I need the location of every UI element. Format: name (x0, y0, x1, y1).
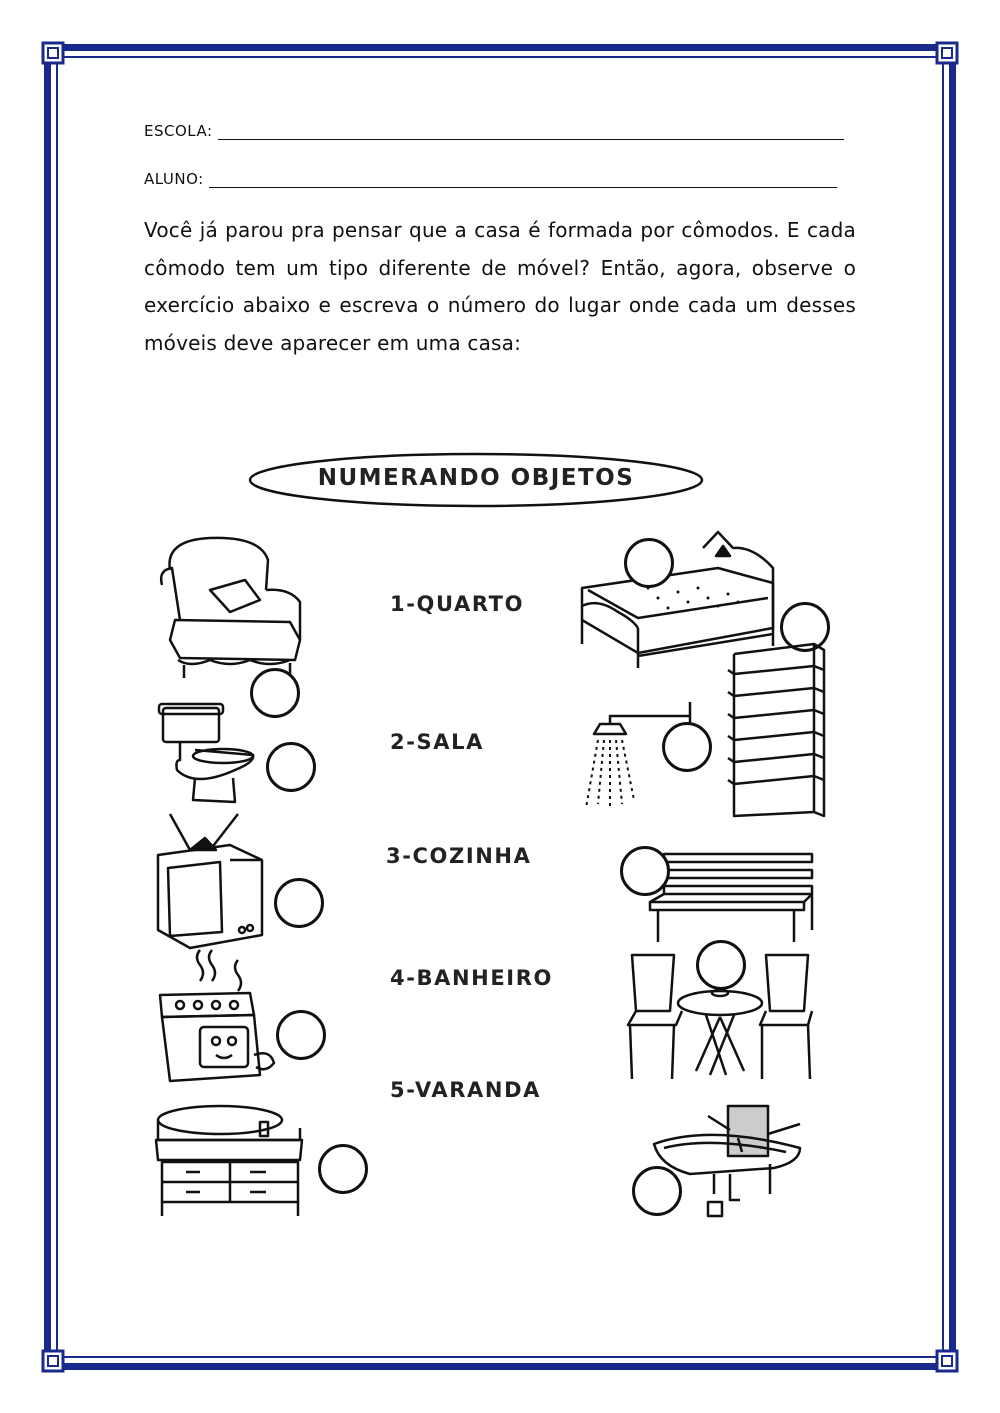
bench-icon (644, 850, 819, 945)
corner-ornament-icon (40, 40, 66, 66)
corner-ornament-icon (40, 1348, 66, 1374)
corner-ornament-icon (934, 1348, 960, 1374)
answer-circle-table-chairs[interactable] (696, 940, 746, 990)
answer-circle-television[interactable] (274, 878, 324, 928)
room-label-sala: 2-SALA (390, 730, 484, 754)
intro-paragraph: Você já parou pra pensar que a casa é formada por cômodos. E cada cômodo tem um tipo diferente de móvel? Então, agora, observe o exercício abaixo e escreva o número do lugar onde cada um desses móveis deve aparecer em uma casa: (144, 218, 856, 355)
student-input-line[interactable] (209, 187, 837, 188)
shelf-icon (724, 640, 834, 820)
answer-circle-bench[interactable] (620, 846, 670, 896)
school-label: ESCOLA: (144, 122, 213, 140)
answer-circle-toilet[interactable] (266, 742, 316, 792)
school-input-line[interactable] (218, 139, 844, 140)
armchair-icon (150, 530, 320, 680)
television-icon (150, 810, 270, 950)
stove-icon (150, 945, 280, 1085)
sink-cabinet-icon (150, 1100, 310, 1220)
answer-circle-washbasin[interactable] (632, 1166, 682, 1216)
room-label-quarto: 1-QUARTO (390, 592, 525, 616)
room-label-varanda: 5-VARANDA (390, 1078, 541, 1102)
corner-ornament-icon (934, 40, 960, 66)
school-field (144, 122, 844, 140)
room-label-banheiro: 4-BANHEIRO (390, 966, 553, 990)
student-field (144, 170, 837, 188)
answer-circle-bed[interactable] (624, 538, 674, 588)
answer-circle-stove[interactable] (276, 1010, 326, 1060)
exercise-title: NUMERANDO OBJETOS (317, 465, 635, 491)
student-label: ALUNO: (144, 170, 204, 188)
toilet-icon (155, 700, 265, 810)
answer-circle-shower[interactable] (662, 722, 712, 772)
answer-circle-sink-cabinet[interactable] (318, 1144, 368, 1194)
room-label-cozinha: 3-COZINHA (386, 844, 532, 868)
